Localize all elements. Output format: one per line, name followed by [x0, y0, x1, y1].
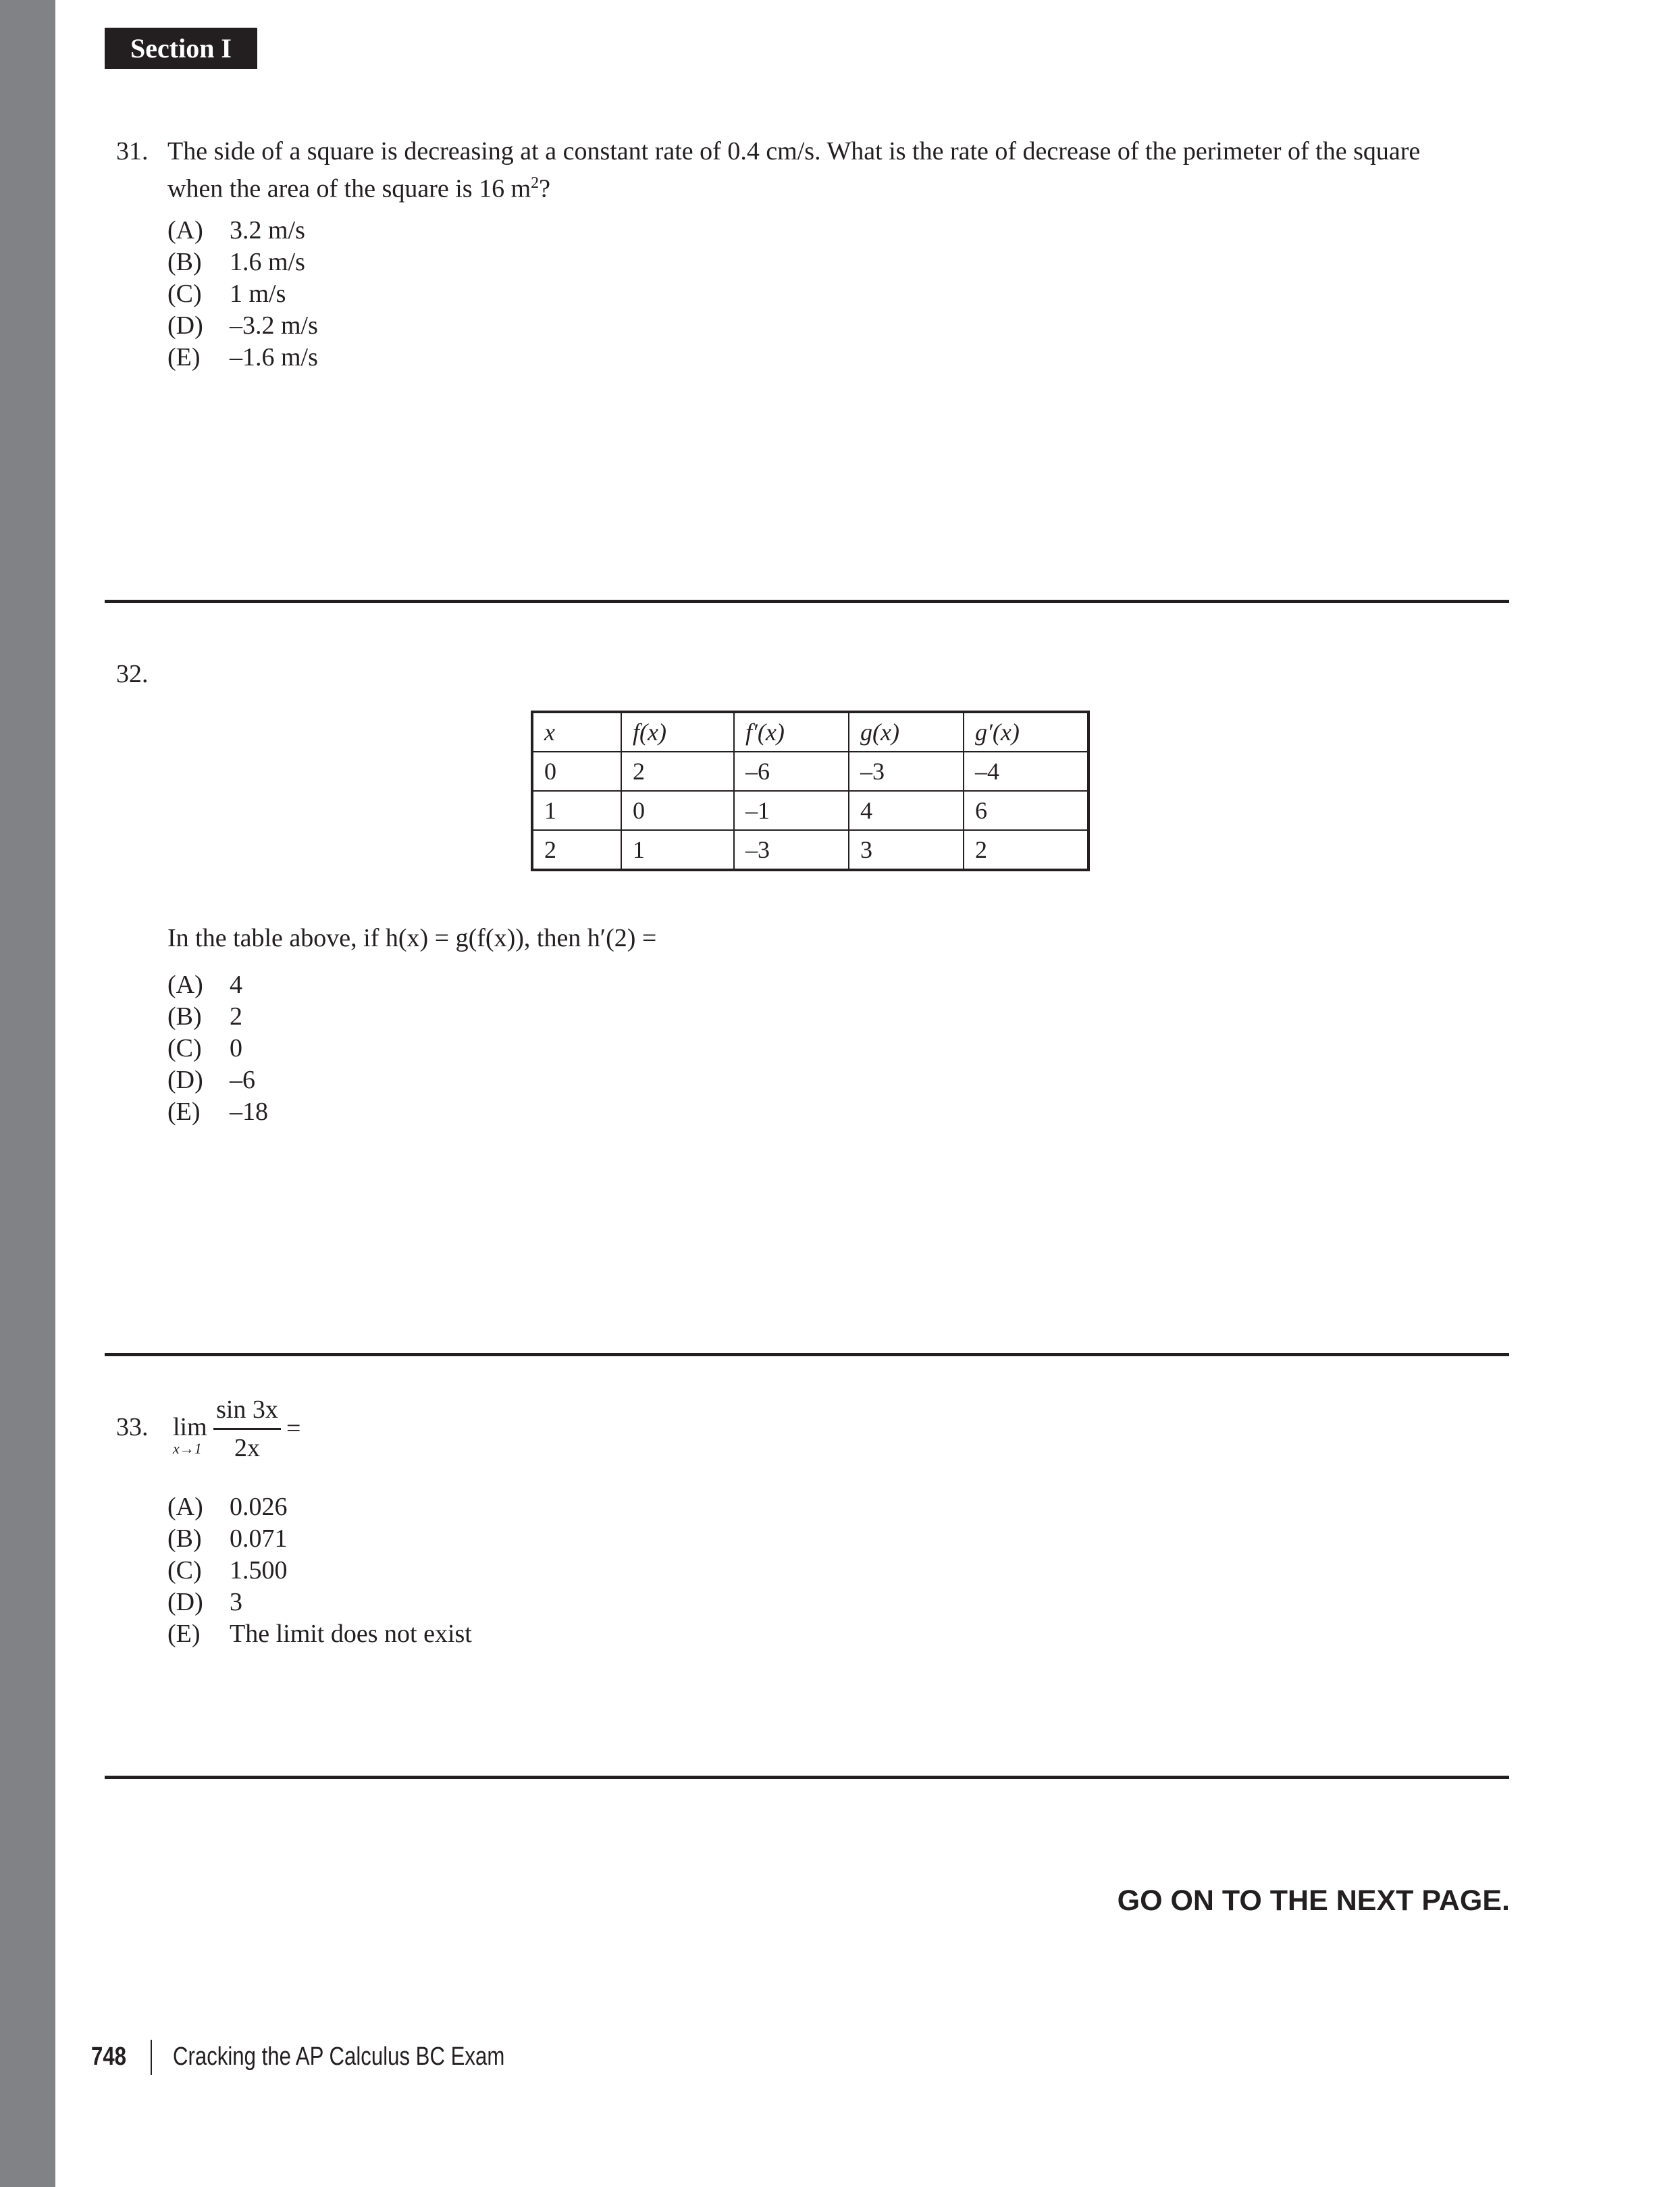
- table-cell: –3: [849, 752, 964, 791]
- superscript: 2: [531, 174, 540, 192]
- header-text: f′(x): [745, 719, 785, 746]
- choice-letter: (C): [167, 280, 202, 308]
- choice-letter: (E): [167, 1098, 201, 1126]
- choice-letter: (A): [167, 1493, 203, 1521]
- choice-value: 3.2 m/s: [230, 216, 305, 245]
- question-text: In the table above, if h(x) = g(f(x)), then h′(2) =: [167, 924, 657, 952]
- choice-value: 3: [230, 1588, 242, 1616]
- table-cell: 0: [532, 752, 621, 791]
- header-text: g′(x): [975, 719, 1020, 746]
- table-row: [532, 752, 1088, 791]
- question-number: 33.: [116, 1413, 149, 1441]
- table-cell: –3: [734, 830, 849, 870]
- choice-value: 1 m/s: [230, 280, 286, 308]
- numerator: sin 3x: [216, 1395, 278, 1424]
- page-side-bar: [0, 0, 55, 2187]
- answer-choices: [167, 1491, 708, 1653]
- divider: [105, 600, 1509, 603]
- table-header-row: [532, 712, 1088, 752]
- table-cell: 0: [621, 791, 734, 830]
- text: when the area of the square is 16 m: [167, 174, 531, 203]
- choice-value: 1.6 m/s: [230, 248, 305, 276]
- denominator: 2x: [234, 1434, 260, 1462]
- choice-value: 4: [230, 971, 242, 999]
- limit-word: lim: [173, 1413, 207, 1441]
- header-cell: [621, 712, 734, 752]
- table-cell: –1: [734, 791, 849, 830]
- choice-letter: (C): [167, 1556, 202, 1585]
- choice-letter: (D): [167, 311, 203, 340]
- choice-letter: (E): [167, 343, 201, 371]
- divider: [105, 1353, 1509, 1356]
- table-cell: 2: [532, 830, 621, 870]
- table-row: [532, 830, 1088, 870]
- book-title: Cracking the AP Calculus BC Exam: [173, 2042, 505, 2071]
- limit-subscript: x→1: [173, 1440, 202, 1457]
- function-table: [531, 711, 1090, 871]
- table-cell: 4: [849, 791, 964, 830]
- choice-value: 0.071: [230, 1524, 288, 1553]
- choice-letter: (D): [167, 1066, 203, 1094]
- section-label: Section I: [105, 28, 257, 69]
- question-number: 32.: [116, 660, 149, 688]
- go-on-notice: GO ON TO THE NEXT PAGE.: [1117, 1884, 1510, 1917]
- question-text: The side of a square is decreasing at a constant rate of 0.4 cm/s. What is the rate of decrease of the perimeter of the square: [167, 137, 1421, 165]
- choice-letter: (C): [167, 1034, 202, 1062]
- choice-letter: (B): [167, 1524, 202, 1553]
- question-number: 31.: [116, 137, 149, 165]
- choice-letter: (A): [167, 971, 203, 999]
- choice-letter: (D): [167, 1588, 203, 1616]
- fraction-bar: [213, 1428, 281, 1430]
- divider: [105, 1776, 1509, 1779]
- equals-sign: =: [286, 1414, 301, 1443]
- header-text: g(x): [860, 719, 899, 746]
- table-cell: 2: [964, 830, 1088, 870]
- choice-value: 0.026: [230, 1493, 288, 1521]
- choice-value: The limit does not exist: [230, 1620, 472, 1648]
- choice-value: 1.500: [230, 1556, 288, 1585]
- choice-value: –6: [230, 1066, 255, 1094]
- table-cell: 2: [621, 752, 734, 791]
- choice-letter: (B): [167, 1002, 202, 1031]
- table-cell: 6: [964, 791, 1088, 830]
- header-cell: [964, 712, 1088, 752]
- choice-value: –18: [230, 1098, 268, 1126]
- text: ?: [539, 174, 551, 203]
- choice-value: 0: [230, 1034, 242, 1062]
- table-cell: –6: [734, 752, 849, 791]
- choice-value: 2: [230, 1002, 242, 1031]
- header-cell: [532, 712, 621, 752]
- footer-separator: [151, 2040, 152, 2075]
- page-number: 748: [91, 2042, 126, 2071]
- header-cell: [734, 712, 849, 752]
- header-text: f(x): [633, 719, 666, 746]
- table-cell: 1: [532, 791, 621, 830]
- table-cell: 3: [849, 830, 964, 870]
- table-cell: 1: [621, 830, 734, 870]
- choice-letter: (A): [167, 216, 203, 245]
- choice-letter: (E): [167, 1620, 201, 1648]
- table-cell: –4: [964, 752, 1088, 791]
- choice-value: –3.2 m/s: [230, 311, 318, 340]
- header-cell: [849, 712, 964, 752]
- header-text: x: [544, 719, 555, 746]
- table-row: [532, 791, 1088, 830]
- question-text-line2: [167, 168, 550, 205]
- answer-choices: [167, 215, 573, 377]
- choice-letter: (B): [167, 248, 202, 276]
- choice-value: –1.6 m/s: [230, 343, 318, 371]
- answer-choices: [167, 969, 573, 1131]
